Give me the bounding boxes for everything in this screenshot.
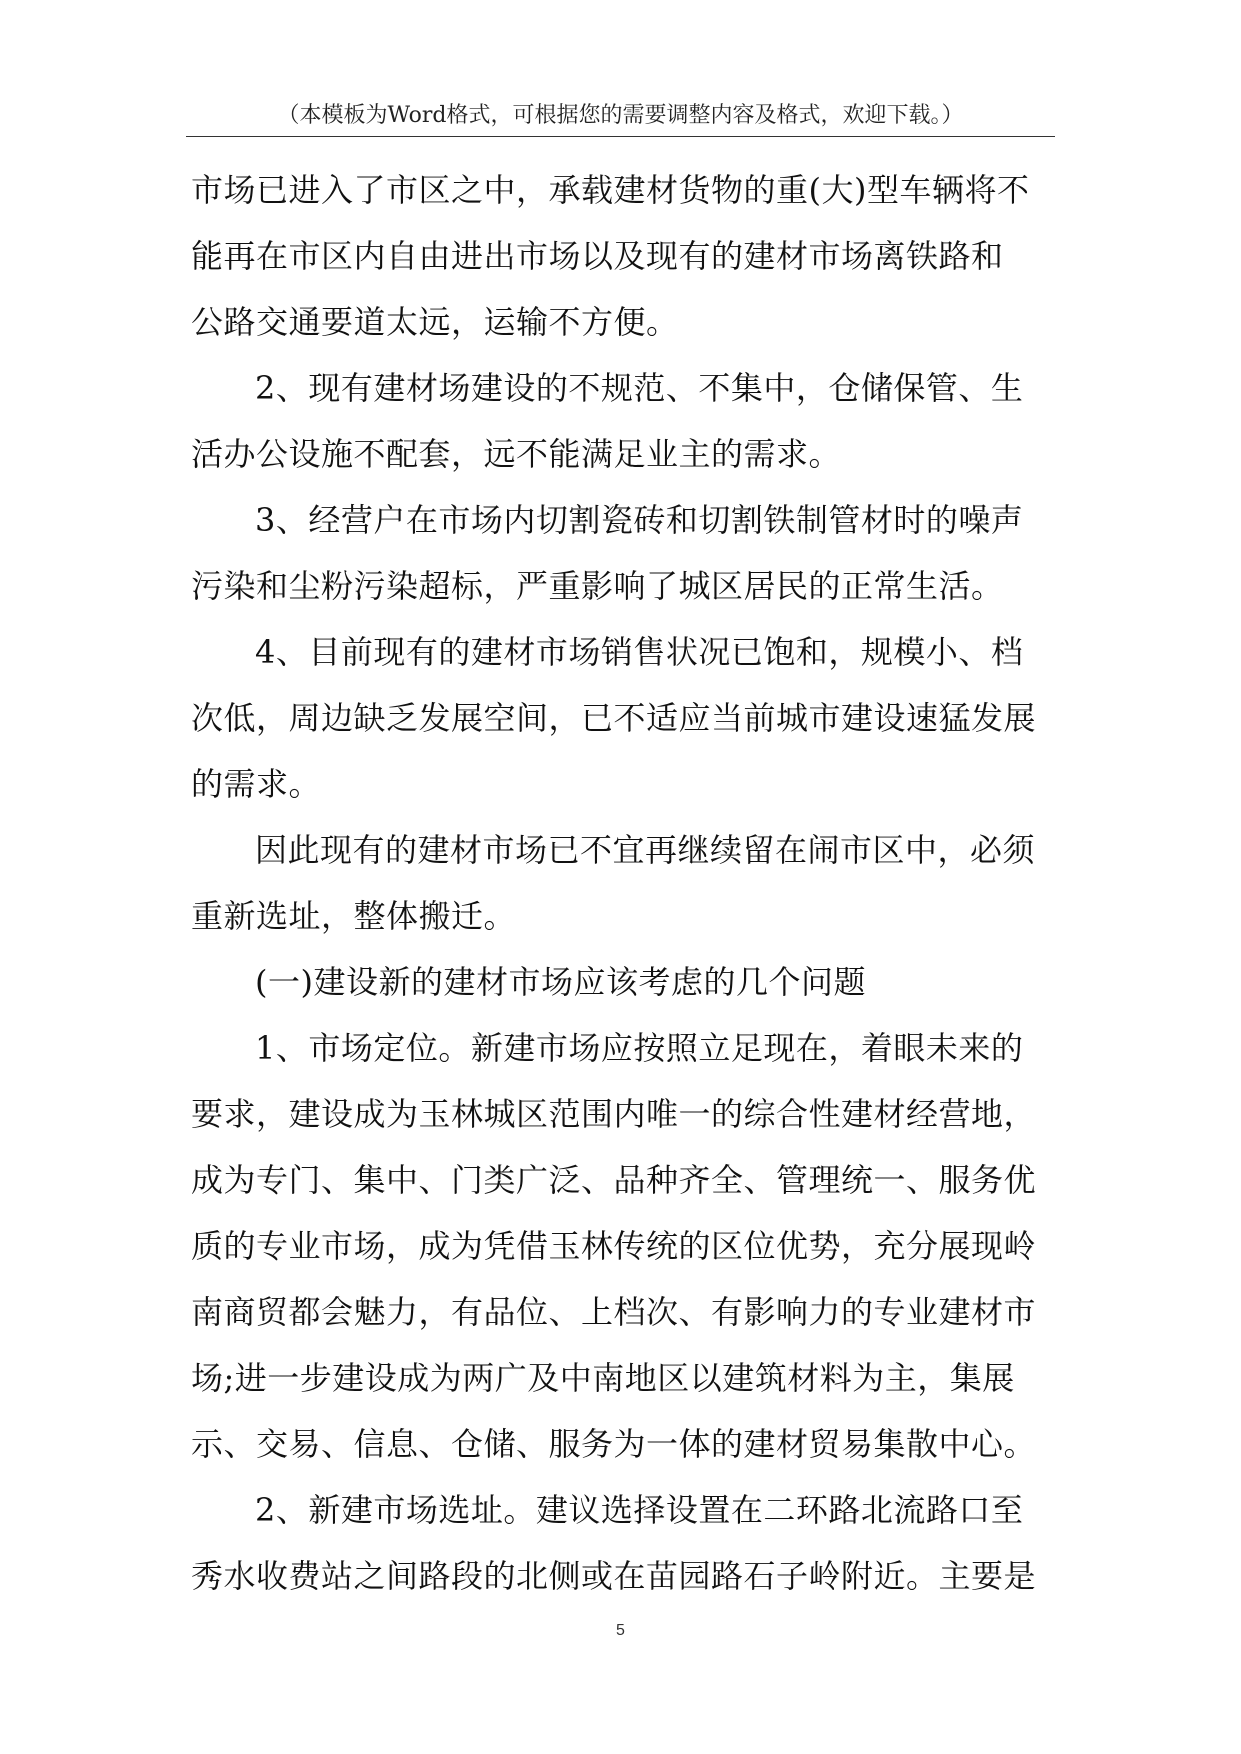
- body-line: 能再在市区内自由进出市场以及现有的建材市场离铁路和: [191, 237, 1004, 275]
- template-note-header: （本模板为Word格式，可根据您的需要调整内容及格式，欢迎下载。）: [277, 103, 964, 128]
- body-line: 的需求。: [191, 765, 322, 803]
- body-line: 2、现有建材场建设的不规范、不集中，仓储保管、生: [255, 369, 1024, 407]
- section-heading: (一)建设新的建材市场应该考虑的几个问题: [255, 963, 866, 1001]
- body-line: 2、新建市场选址。建议选择设置在二环路北流路口至: [255, 1491, 1024, 1529]
- body-line: 公路交通要道太远，运输不方便。: [191, 303, 679, 341]
- body-line: 次低，周边缺乏发展空间，已不适应当前城市建设速猛发展: [191, 699, 1037, 737]
- body-line: 成为专门、集中、门类广泛、品种齐全、管理统一、服务优: [191, 1161, 1037, 1199]
- body-line: 市场已进入了市区之中，承载建材货物的重(大)型车辆将不: [191, 171, 1030, 209]
- body-line: 重新选址，整体搬迁。: [191, 897, 517, 935]
- document-body: [191, 157, 1071, 1609]
- body-line: 场;进一步建设成为两广及中南地区以建筑材料为主，集展: [191, 1359, 1015, 1397]
- body-line: 要求，建设成为玉林城区范围内唯一的综合性建材经营地，: [191, 1095, 1037, 1133]
- header-divider: [186, 136, 1055, 137]
- body-line: 污染和尘粉污染超标，严重影响了城区居民的正常生活。: [191, 567, 1004, 605]
- body-line: 1、市场定位。新建市场应按照立足现在，着眼未来的: [255, 1029, 1024, 1067]
- body-line: 4、目前现有的建材市场销售状况已饱和，规模小、档: [255, 633, 1024, 671]
- body-line: 南商贸都会魅力，有品位、上档次、有影响力的专业建材市: [191, 1293, 1037, 1331]
- page-number: 5: [616, 1622, 625, 1639]
- body-line: 秀水收费站之间路段的北侧或在苗园路石子岭附近。主要是: [191, 1557, 1037, 1595]
- body-line: 示、交易、信息、仓储、服务为一体的建材贸易集散中心。: [191, 1425, 1037, 1463]
- body-line: 因此现有的建材市场已不宜再继续留在闹市区中，必须: [255, 831, 1036, 869]
- body-line: 活办公设施不配套，远不能满足业主的需求。: [191, 435, 842, 473]
- body-line: 3、经营户在市场内切割瓷砖和切割铁制管材时的噪声: [255, 501, 1024, 539]
- body-line: 质的专业市场，成为凭借玉林传统的区位优势，充分展现岭: [191, 1227, 1037, 1265]
